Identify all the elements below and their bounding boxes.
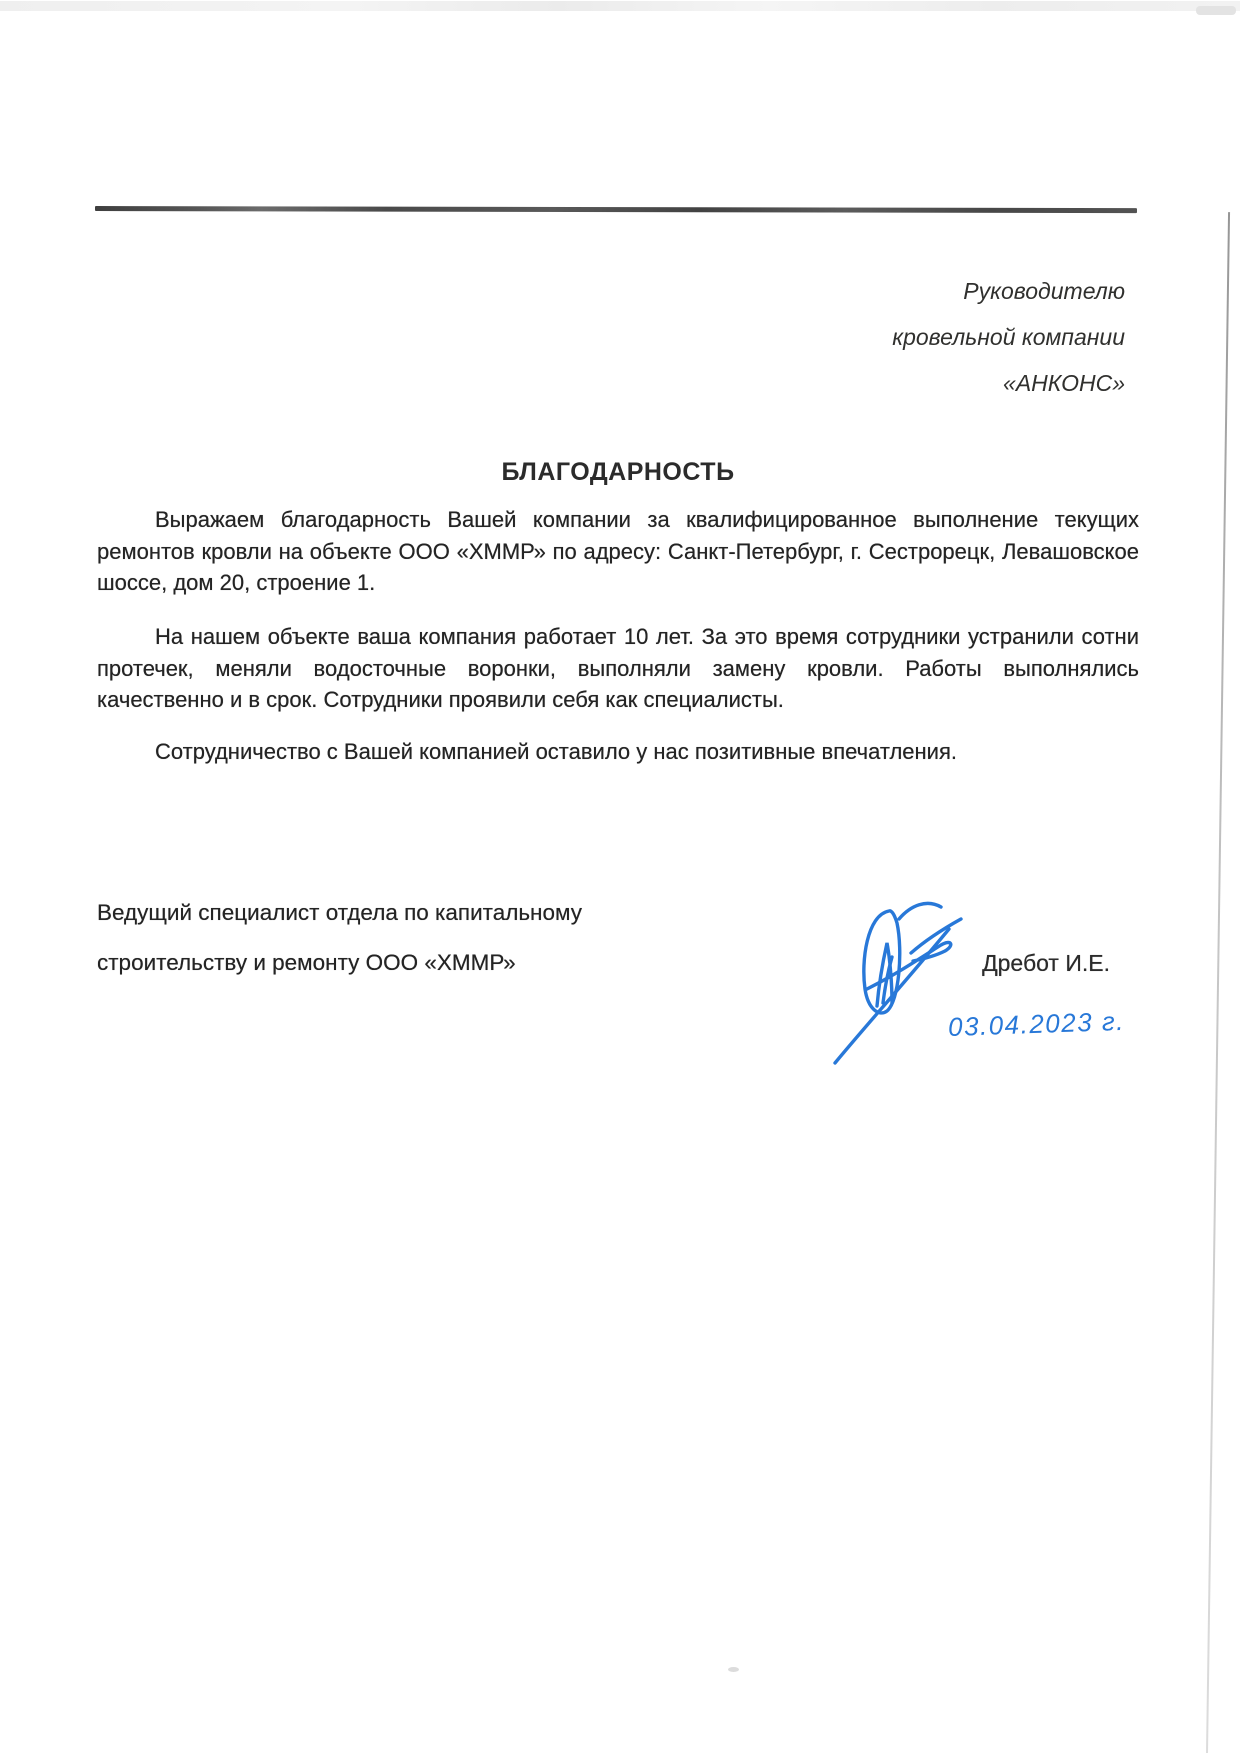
right-edge-scan-line	[1206, 212, 1230, 1753]
recipient-block	[600, 268, 1125, 406]
handwritten-signature	[815, 891, 975, 1076]
signoff-position-line-2: строительству и ремонту ООО «ХММР»	[97, 950, 516, 975]
recipient-line-1: Руководителю	[963, 278, 1125, 304]
paragraph-3: Сотрудничество с Вашей компанией оставило у нас позитивные впечатления.	[155, 739, 957, 764]
recipient-line-3: «АНКОНС»	[1003, 370, 1125, 396]
recipient-line-2: кровельной компании	[892, 324, 1125, 350]
scan-speck	[728, 1667, 739, 1672]
paragraph-1: Выражаем благодарность Вашей компании за квалифицированное выполнение текущих ремонтов кровли на объекте ООО «ХММР» по адресу: Санкт-Петербург, г. Сестрорецк, Левашовское шоссе, дом 20, строение 1.	[97, 507, 1139, 595]
letter-title: БЛАГОДАРНОСТЬ	[501, 458, 735, 486]
handwritten-date: 03.04.2023 г.	[947, 1005, 1126, 1043]
header-divider-line	[95, 206, 1137, 213]
signoff-position-line-1: Ведущий специалист отдела по капитальному	[97, 900, 582, 925]
scan-top-smudge	[1196, 6, 1236, 15]
signoff-name: Дребот И.Е.	[982, 950, 1110, 976]
paragraph-2: На нашем объекте ваша компания работает 10 лет. За это время сотрудники устранили сотни протечек, меняли водосточные воронки, выполняли замену кровли. Работы выполнялись качественно и в срок. Сотрудники проявили себя как специалисты.	[97, 624, 1139, 712]
scan-top-band	[0, 1, 1240, 11]
